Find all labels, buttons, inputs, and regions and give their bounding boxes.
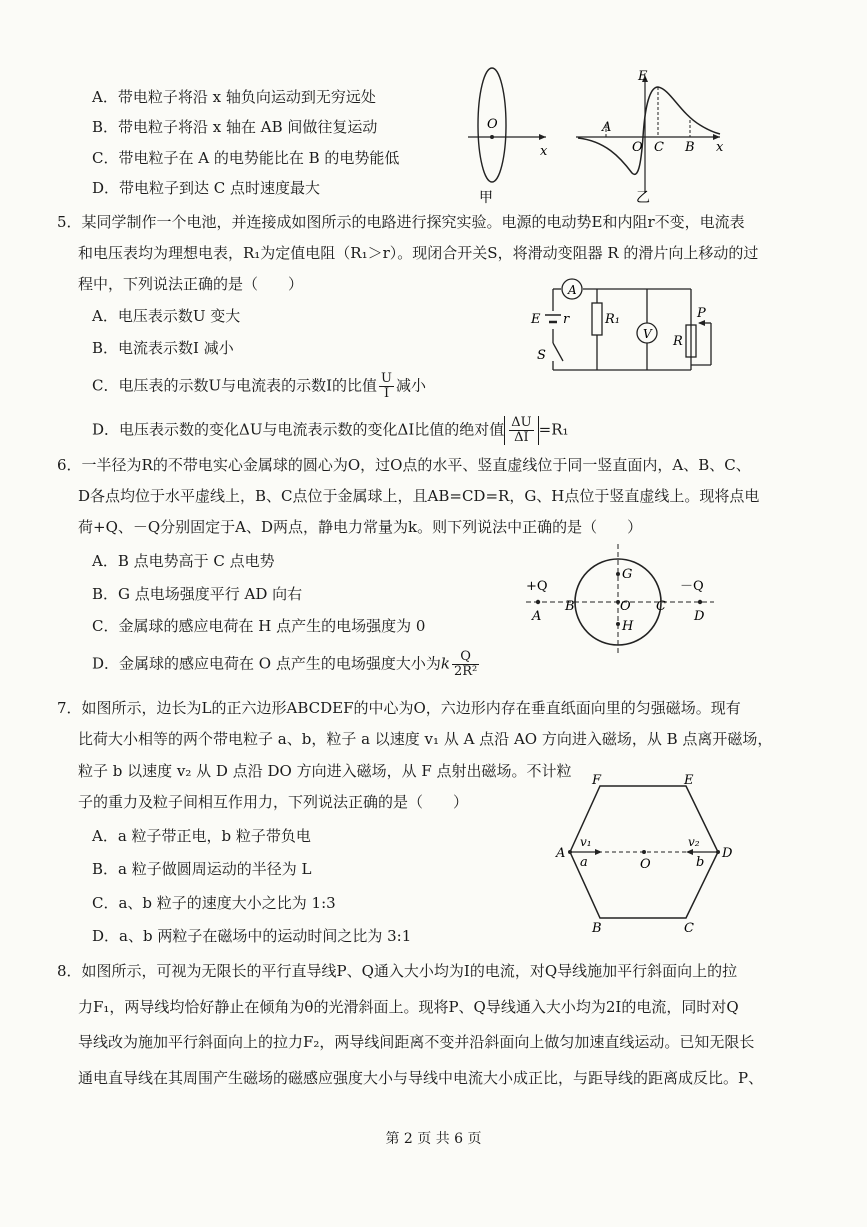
q5-option-d-tail: =R₁ — [538, 420, 569, 439]
q5-option-c-tail: 减小 — [396, 376, 427, 395]
coulomb-constant: k — [440, 654, 450, 673]
plus-q-label: +Q — [526, 579, 548, 594]
field-curve — [578, 87, 720, 174]
point-a-dot — [568, 850, 572, 854]
point-g-dot — [616, 572, 620, 576]
q5-option-d-text: D．电压表示数的变化ΔU与电流表示数的变化ΔI比值的绝对值 — [92, 420, 505, 439]
q4-figure-yi — [570, 65, 735, 210]
fraction-numerator: Q — [452, 650, 479, 665]
absolute-value-bars — [504, 416, 538, 445]
slider-label: P — [697, 306, 706, 321]
q7-stem-line-3: 粒子 b 以速度 v₂ 从 D 点沿 DO 方向进入磁场，从 F 点射出磁场。不计粒 — [78, 762, 572, 780]
label-c: C — [684, 921, 694, 935]
caption-yi: 乙 — [636, 190, 650, 206]
q6-option-b: B．G 点电场强度平行 AD 向右 — [92, 585, 303, 603]
label-v1: v₁ — [580, 835, 592, 849]
q5-stem-line-2: 和电压表均为理想电表，R₁为定值电阻（R₁＞r）。现闭合开关S，将滑动变阻器 R 的滑片向上移动的过 — [78, 244, 759, 262]
label-x: x — [716, 140, 724, 155]
q6-stem-line-1: 6．一半径为R的不带电实心金属球的圆心为O，过O点的水平、竖直虚线位于同一竖直面内，A、B、C、 — [57, 456, 751, 474]
q4-figure-jia — [460, 55, 560, 210]
q5-option-d — [92, 416, 569, 445]
q8-stem-line-1: 8．如图所示，可视为无限长的平行直导线P、Q通入大小均为I的电流，对Q导线施加平行斜面向上的拉 — [57, 962, 738, 980]
label-h: H — [622, 619, 634, 634]
q6-option-d — [92, 650, 481, 679]
label-c: C — [656, 599, 666, 614]
page-footer: 第 2 页 共 6 页 — [385, 1131, 482, 1147]
q6-option-a: A．B 点电势高于 C 点电势 — [92, 552, 275, 570]
rheostat-label: R — [673, 334, 683, 349]
label-o: O — [620, 599, 631, 614]
point-d-dot — [698, 600, 702, 604]
caption-jia: 甲 — [479, 190, 493, 206]
q7-hexagon-diagram — [550, 770, 745, 935]
v1-arrowhead — [595, 849, 602, 855]
q4-option-d: D．带电粒子到达 C 点时速度最大 — [92, 179, 321, 197]
q5-circuit-diagram — [525, 275, 725, 375]
q7-option-d: D．a、b 两粒子在磁场中的运动时间之比为 3:1 — [92, 927, 412, 945]
label-x: x — [540, 144, 548, 159]
label-o: O — [487, 117, 498, 132]
fraction-denominator: 2R² — [453, 664, 478, 679]
q5-stem-line-1: 5．某同学制作一个电池，并连接成如图所示的电路进行探究实验。电源的电动势E和内阻r不变，电流表 — [57, 213, 745, 231]
q5-option-c — [92, 372, 426, 401]
q7-stem-line-4: 子的重力及粒子间相互作用力，下列说法正确的是（ ） — [78, 793, 469, 811]
fraction-denominator: ΔI — [514, 430, 529, 445]
q4-option-c: C．带电粒子在 A 的电势能比在 B 的电势能低 — [92, 149, 400, 167]
label-particle-b: b — [696, 855, 705, 870]
point-h-dot — [616, 622, 620, 626]
q7-stem-line-1: 7．如图所示，边长为L的正六边形ABCDEF的中心为O，六边形内存在垂直纸面向里的匀强磁场。现有 — [57, 699, 741, 717]
q-over-2r2-fraction — [452, 650, 479, 679]
switch-label: S — [537, 348, 546, 363]
q8-stem-line-3: 导线改为施加平行斜面向上的拉力F₂，两导线间距离不变并沿斜面向上做匀加速直线运动。已知无限长 — [78, 1033, 755, 1051]
label-d: D — [722, 846, 733, 861]
q6-sphere-diagram — [520, 540, 720, 660]
label-v2: v₂ — [688, 835, 700, 849]
ammeter-label: A — [568, 283, 577, 297]
q6-stem-line-2: D各点均位于水平虚线上，B、C点位于金属球上，且AB=CD=R，G、H点位于竖直虚线上。现将点电 — [78, 487, 760, 505]
label-o: O — [640, 857, 651, 872]
x-axis-arrow — [539, 134, 546, 140]
q7-option-b: B．a 粒子做圆周运动的半径为 L — [92, 860, 312, 878]
v2-arrowhead — [686, 849, 693, 855]
point-d-dot — [716, 850, 720, 854]
label-d: D — [694, 609, 705, 624]
q5-option-b: B．电流表示数I 减小 — [92, 339, 234, 357]
q4-option-a: A．带电粒子将沿 x 轴负向运动到无穷远处 — [92, 88, 376, 106]
fraction-numerator: ΔU — [511, 415, 532, 430]
q7-option-a: A．a 粒子带正电，b 粒子带负电 — [92, 827, 311, 845]
label-b: B — [565, 599, 575, 614]
u-over-i-fraction — [379, 372, 394, 401]
voltmeter-label: V — [643, 327, 652, 341]
q7-stem-line-2: 比荷大小相等的两个带电粒子 a、b，粒子 a 以速度 v₁ 从 A 点沿 AO 方向进入磁场，从 B 点离开磁场， — [78, 730, 773, 748]
label-particle-a: a — [580, 855, 588, 870]
label-a: A — [532, 609, 542, 624]
origin-dot — [490, 135, 494, 139]
q8-stem-line-4: 通电直导线在其周围产生磁场的磁感应强度大小与导线中电流大小成正比，与距导线的距离成反比。P、 — [78, 1069, 764, 1087]
fraction-numerator: U — [381, 371, 393, 386]
label-g: G — [622, 567, 633, 582]
q6-stem-line-3: 荷+Q、－Q分别固定于A、D两点，静电力常量为k。则下列说法中正确的是（ ） — [78, 518, 643, 536]
label-o: O — [632, 140, 643, 155]
r1-label: R₁ — [605, 312, 620, 327]
q6-option-d-text: D．金属球的感应电荷在 O 点产生的电场强度大小为 — [92, 654, 441, 673]
q5-option-a: A．电压表示数U 变大 — [92, 307, 241, 325]
label-e: E — [638, 69, 648, 84]
label-b: B — [592, 921, 602, 935]
q4-option-b: B．带电粒子将沿 x 轴在 AB 间做往复运动 — [92, 118, 378, 136]
q6-option-c: C．金属球的感应电荷在 H 点产生的电场强度为 0 — [92, 617, 426, 635]
label-a: A — [556, 846, 566, 861]
du-over-di-fraction — [509, 416, 533, 445]
q7-option-c: C．a、b 粒子的速度大小之比为 1:3 — [92, 894, 336, 912]
label-f: F — [592, 773, 602, 788]
label-c: C — [654, 140, 664, 155]
point-a-dot — [536, 600, 540, 604]
q8-stem-line-2: 力F₁，两导线均恰好静止在倾角为θ的光滑斜面上。现将P、Q导线通入大小均为2I的电流，同时对Q — [78, 998, 739, 1016]
label-b: B — [685, 140, 695, 155]
center-o-dot — [642, 850, 646, 854]
q5-stem-line-3: 程中，下列说法正确的是（ ） — [78, 275, 304, 293]
label-e: E — [684, 773, 694, 788]
q5-option-c-text: C．电压表的示数U与电流表的示数I的比值 — [92, 376, 378, 395]
fraction-denominator: I — [383, 386, 390, 401]
emf-label: E — [531, 312, 541, 327]
internal-resistance-label: r — [563, 312, 570, 327]
label-a: A — [602, 120, 612, 135]
minus-q-label: －Q — [680, 579, 704, 594]
